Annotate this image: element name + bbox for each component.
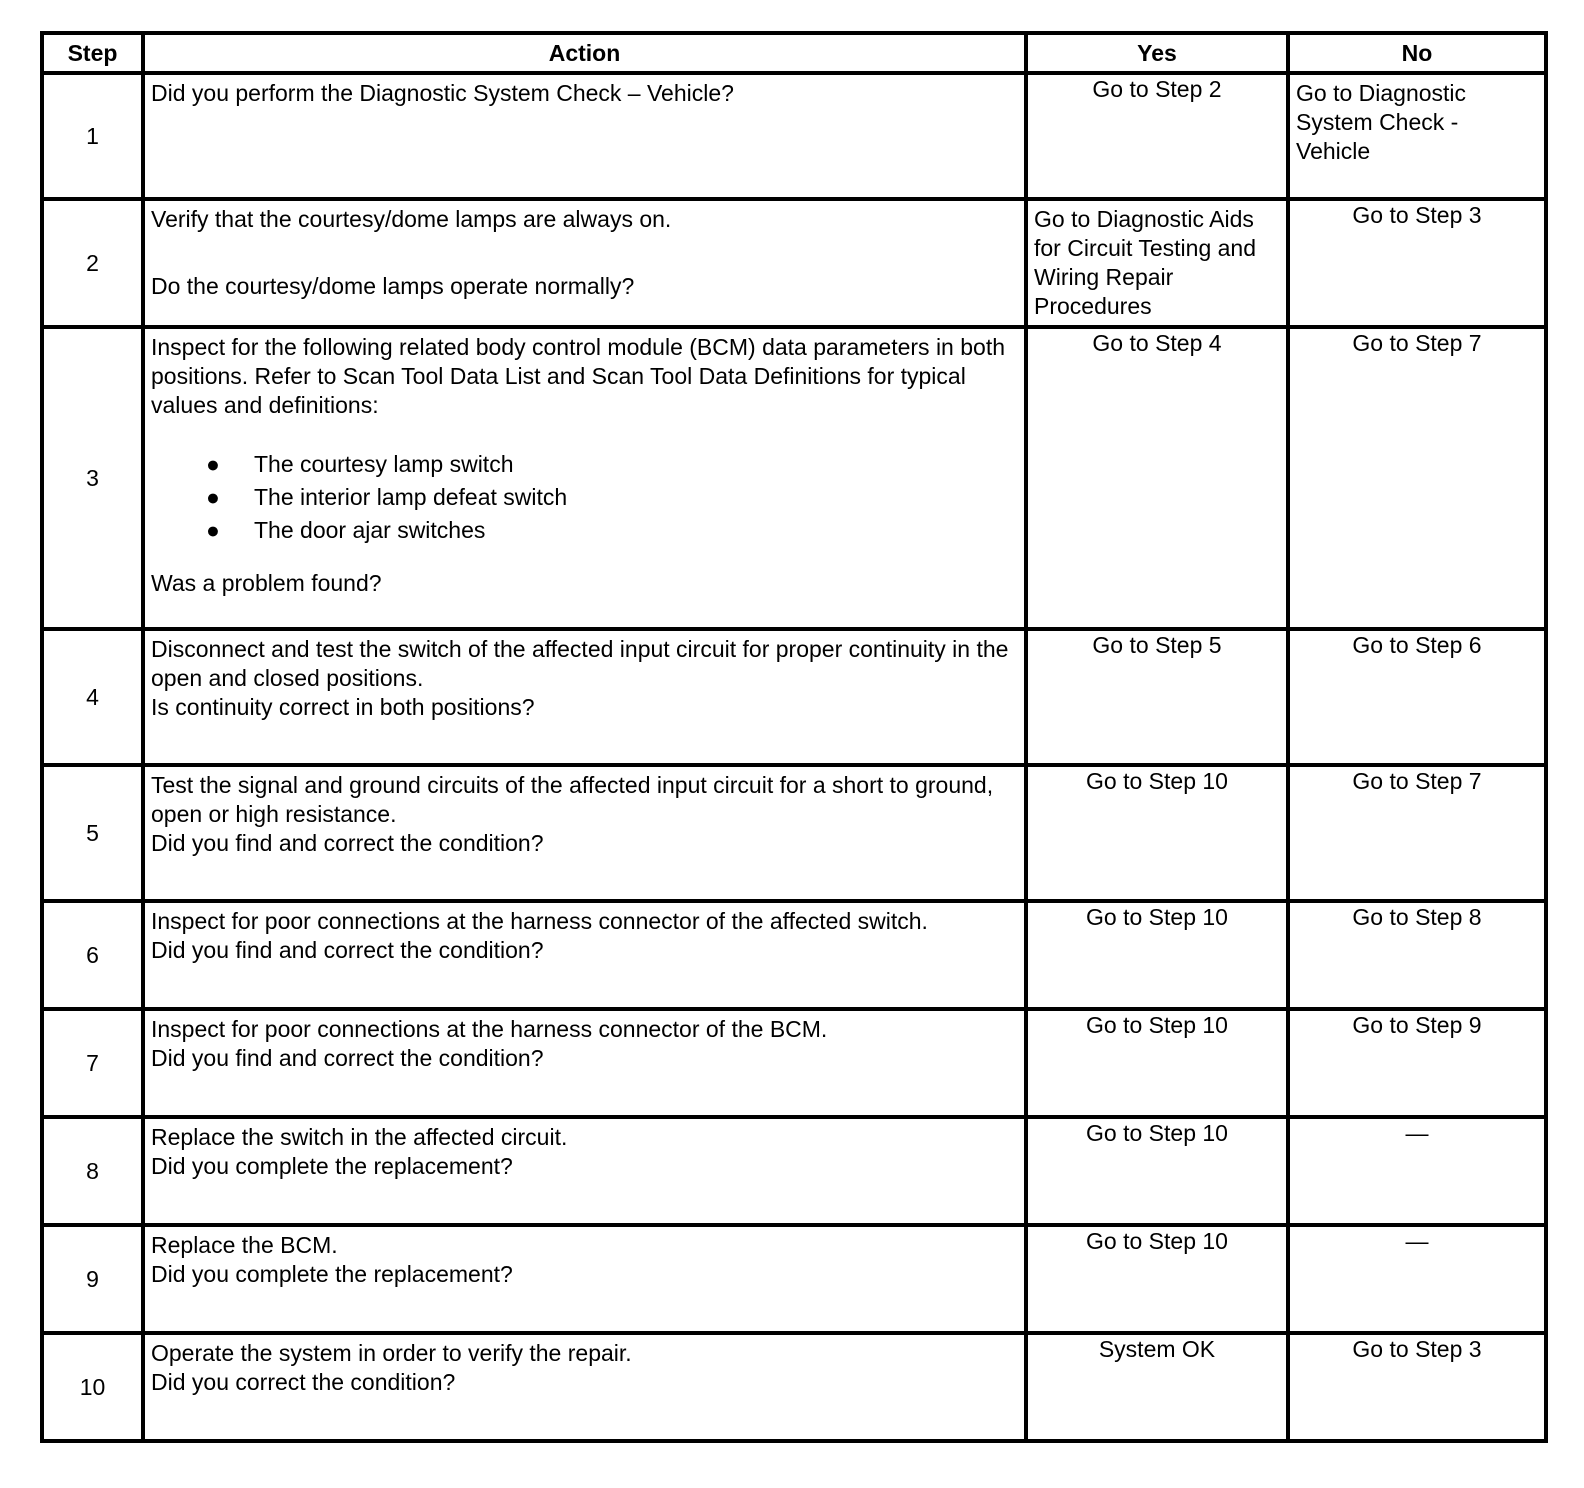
bullet-icon: ● bbox=[206, 484, 220, 510]
action-text: Operate the system in order to verify the repair. bbox=[151, 1340, 632, 1366]
bullet-icon: ● bbox=[206, 451, 220, 477]
action-question: Is continuity correct in both positions? bbox=[151, 694, 535, 720]
action-question: Did you complete the replacement? bbox=[151, 1261, 513, 1287]
parameter-list bbox=[151, 448, 1018, 547]
action-text: Replace the switch in the affected circuit. bbox=[151, 1124, 568, 1150]
yes-outcome: Go to Diagnostic Aids for Circuit Testing and Wiring Repair Procedures bbox=[1034, 206, 1257, 319]
table-row bbox=[42, 1009, 1546, 1117]
header-action: Action bbox=[143, 33, 1026, 73]
action-question: Did you correct the condition? bbox=[151, 1369, 456, 1395]
no-outcome: Go to Diagnostic System Check - Vehicle bbox=[1296, 80, 1467, 164]
action-text: Replace the BCM. bbox=[151, 1232, 338, 1258]
yes-outcome: Go to Step 5 bbox=[1092, 632, 1222, 658]
no-outcome: Go to Step 7 bbox=[1352, 768, 1482, 794]
table-row bbox=[42, 199, 1546, 327]
step-number: 2 bbox=[42, 199, 143, 327]
table-row bbox=[42, 73, 1546, 199]
action-text: Disconnect and test the switch of the affected input circuit for proper continuity in the open and closed positions. bbox=[151, 636, 1009, 691]
yes-outcome: Go to Step 10 bbox=[1086, 768, 1228, 794]
yes-outcome: System OK bbox=[1098, 1336, 1216, 1362]
table-row bbox=[42, 765, 1546, 901]
table-row bbox=[42, 629, 1546, 765]
yes-outcome: Go to Step 10 bbox=[1086, 904, 1228, 930]
header-row bbox=[42, 33, 1546, 73]
no-outcome: — bbox=[1405, 1120, 1429, 1146]
table-row bbox=[42, 901, 1546, 1009]
yes-outcome: Go to Step 10 bbox=[1086, 1228, 1228, 1254]
action-question: Did you complete the replacement? bbox=[151, 1153, 513, 1179]
table-row bbox=[42, 1225, 1546, 1333]
no-outcome: Go to Step 7 bbox=[1352, 330, 1482, 356]
action-question: Was a problem found? bbox=[151, 570, 382, 596]
step-number: 5 bbox=[42, 765, 143, 901]
header-no: No bbox=[1288, 33, 1546, 73]
no-outcome: Go to Step 9 bbox=[1352, 1012, 1482, 1038]
step-number: 9 bbox=[42, 1225, 143, 1333]
yes-outcome: Go to Step 4 bbox=[1092, 330, 1222, 356]
bullet-icon: ● bbox=[206, 517, 220, 543]
diagnostic-table bbox=[40, 31, 1548, 1443]
action-text: Test the signal and ground circuits of the affected input circuit for a short to ground, open or high resistance. bbox=[151, 772, 994, 827]
list-item: ● The courtesy lamp switch bbox=[151, 448, 1018, 481]
step-number: 8 bbox=[42, 1117, 143, 1225]
action-question: Did you find and correct the condition? bbox=[151, 830, 544, 856]
action-text: Inspect for poor connections at the harness connector of the affected switch. bbox=[151, 908, 928, 934]
table-row bbox=[42, 1117, 1546, 1225]
list-item: ● The interior lamp defeat switch bbox=[151, 481, 1018, 514]
step-number: 3 bbox=[42, 327, 143, 629]
action-text: Did you perform the Diagnostic System Check – Vehicle? bbox=[151, 80, 734, 106]
no-outcome: Go to Step 3 bbox=[1352, 1336, 1482, 1362]
step-number: 7 bbox=[42, 1009, 143, 1117]
list-item: ● The door ajar switches bbox=[151, 514, 1018, 547]
step-number: 6 bbox=[42, 901, 143, 1009]
step-number: 4 bbox=[42, 629, 143, 765]
yes-outcome: Go to Step 10 bbox=[1086, 1120, 1228, 1146]
no-outcome: — bbox=[1405, 1228, 1429, 1254]
action-text: Inspect for poor connections at the harness connector of the BCM. bbox=[151, 1016, 828, 1042]
header-yes: Yes bbox=[1026, 33, 1288, 73]
no-outcome: Go to Step 6 bbox=[1352, 632, 1482, 658]
no-outcome: Go to Step 8 bbox=[1352, 904, 1482, 930]
no-outcome: Go to Step 3 bbox=[1352, 202, 1482, 228]
yes-outcome: Go to Step 2 bbox=[1092, 76, 1222, 102]
step-number: 1 bbox=[42, 73, 143, 199]
action-text: Inspect for the following related body control module (BCM) data parameters in both positions. Refer to Scan Tool Data List and Scan Tool Data Definitions for typical values and definitions: bbox=[151, 334, 1005, 418]
action-question: Do the courtesy/dome lamps operate normally? bbox=[151, 273, 635, 299]
step-number: 10 bbox=[42, 1333, 143, 1441]
table-row bbox=[42, 327, 1546, 629]
header-step: Step bbox=[42, 33, 143, 73]
yes-outcome: Go to Step 10 bbox=[1086, 1012, 1228, 1038]
table-row bbox=[42, 1333, 1546, 1441]
action-text: Verify that the courtesy/dome lamps are always on. bbox=[151, 206, 672, 232]
action-question: Did you find and correct the condition? bbox=[151, 1045, 544, 1071]
action-question: Did you find and correct the condition? bbox=[151, 937, 544, 963]
